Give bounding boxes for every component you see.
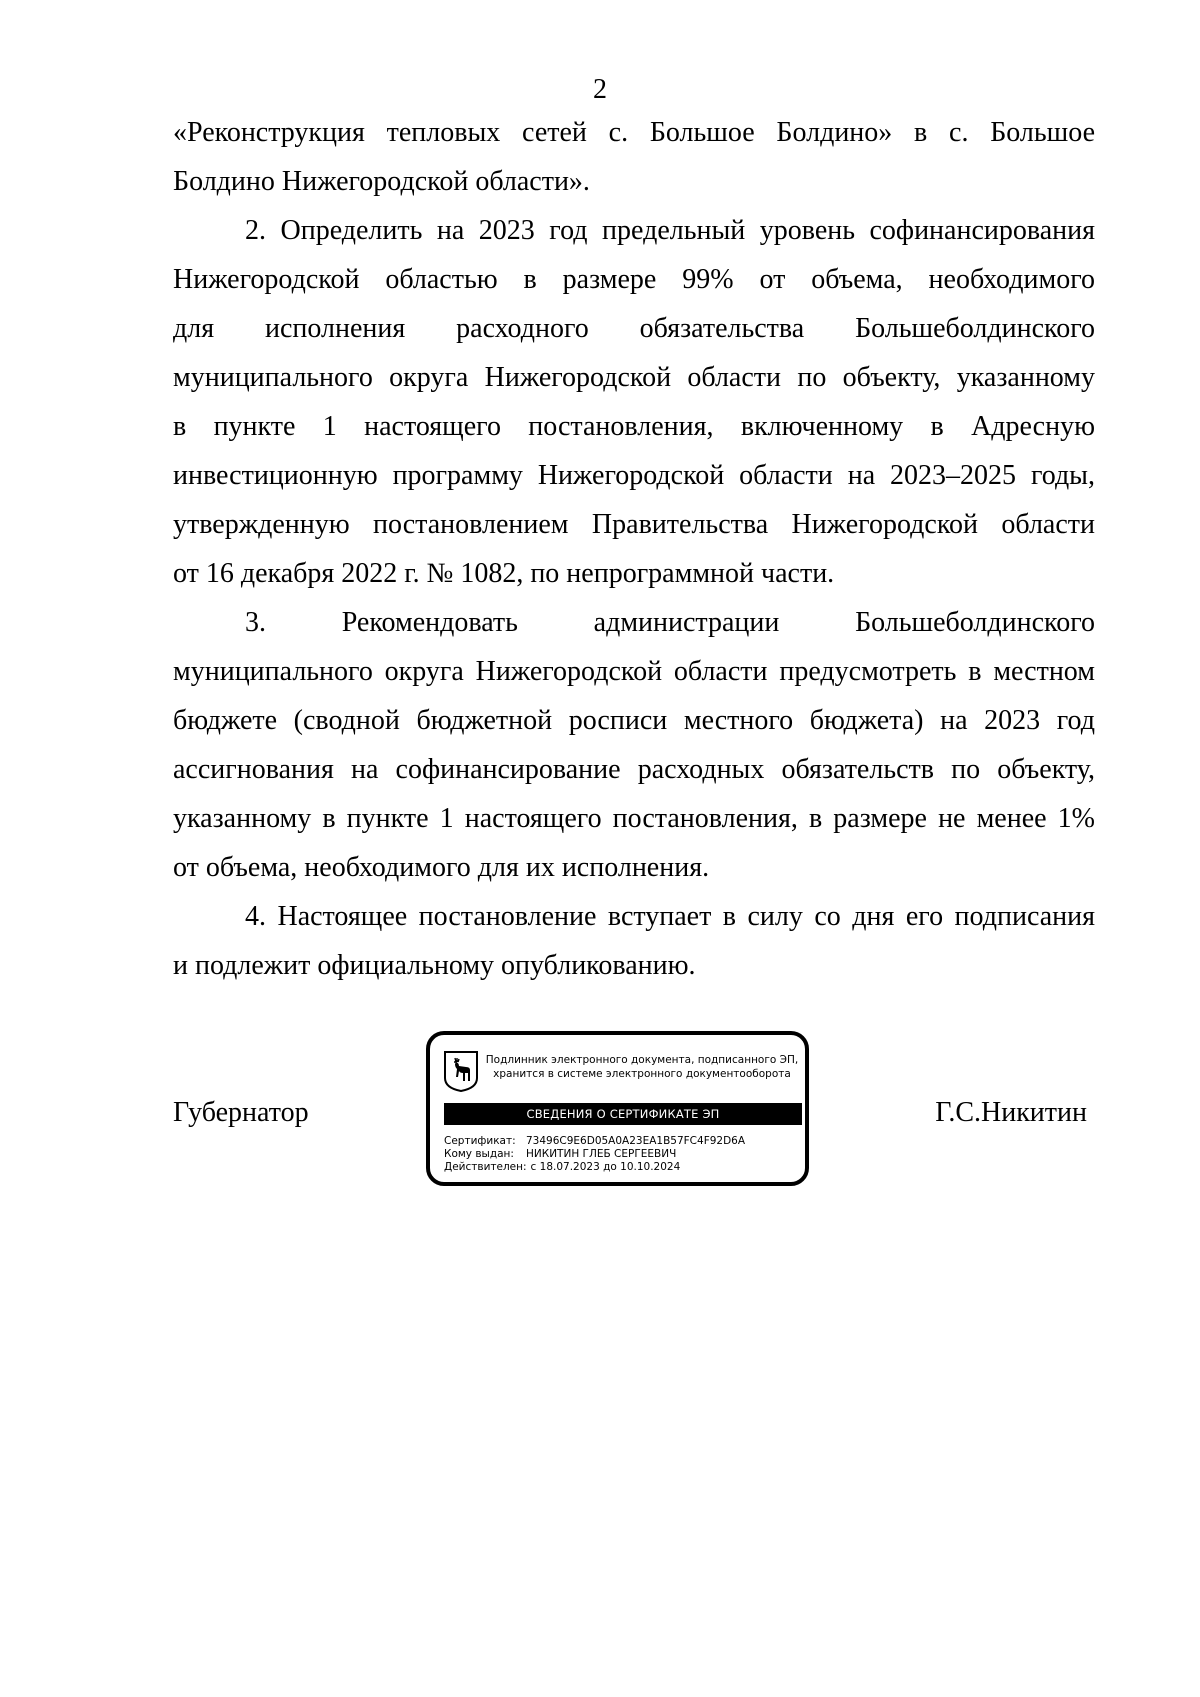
text-line: утвержденную постановлением Правительства Нижегородской области bbox=[173, 509, 1095, 540]
text-line: от объема, необходимого для их исполнения. bbox=[173, 852, 710, 883]
issued-to-row bbox=[444, 1148, 804, 1161]
text-line: 2. Определить на 2023 год предельный уровень софинансирования bbox=[245, 215, 1095, 246]
signer-name: Г.С.Никитин bbox=[935, 1097, 1087, 1128]
text-line: 3. Рекомендовать администрации Большеболдинского bbox=[245, 607, 1095, 638]
text-line: от 16 декабря 2022 г. № 1082, по непрограммной части. bbox=[173, 558, 835, 589]
text-line: муниципального округа Нижегородской области предусмотреть в местном bbox=[173, 656, 1095, 687]
issued-to-label: Кому выдан: bbox=[444, 1148, 514, 1160]
document-body bbox=[173, 108, 1095, 990]
stamp-header-line: хранится в системе электронного документооборота bbox=[493, 1068, 791, 1080]
text-line: бюджете (сводной бюджетной росписи местного бюджета) на 2023 год bbox=[173, 705, 1095, 736]
paragraph-4 bbox=[173, 892, 1095, 990]
text-line: муниципального округа Нижегородской области по объекту, указанному bbox=[173, 362, 1095, 393]
paragraph-1 bbox=[173, 108, 1095, 206]
stamp-certificate-info bbox=[444, 1135, 804, 1174]
text-line: инвестиционную программу Нижегородской области на 2023–2025 годы, bbox=[173, 460, 1095, 491]
text-line: для исполнения расходного обязательства Большеболдинского bbox=[173, 313, 1095, 344]
text-line: «Реконструкция тепловых сетей с. Большое Болдино» в с. Большое bbox=[173, 117, 1095, 148]
stamp-header-line: Подлинник электронного документа, подписанного ЭП, bbox=[485, 1054, 799, 1066]
certificate-value: 73496C9E6D05A0A23EA1B57FC4F92D6A bbox=[526, 1135, 746, 1147]
text-line: ассигнования на софинансирование расходных обязательств по объекту, bbox=[173, 754, 1095, 785]
electronic-signature-stamp bbox=[426, 1031, 809, 1186]
text-line: 4. Настоящее постановление вступает в силу со дня его подписания bbox=[245, 901, 1095, 932]
paragraph-3 bbox=[173, 598, 1095, 892]
text-line: в пункте 1 настоящего постановления, включенному в Адресную bbox=[173, 411, 1095, 442]
signer-title: Губернатор bbox=[173, 1097, 309, 1128]
validity-row bbox=[444, 1161, 804, 1174]
text-line: Нижегородской областью в размере 99% от объема, необходимого bbox=[173, 264, 1095, 295]
validity-label: Действителен: bbox=[444, 1161, 527, 1173]
stamp-certificate-bar: СВЕДЕНИЯ О СЕРТИФИКАТЕ ЭП bbox=[444, 1103, 802, 1125]
certificate-label: Сертификат: bbox=[444, 1135, 516, 1147]
text-line: и подлежит официальному опубликованию. bbox=[173, 950, 696, 981]
paragraph-2 bbox=[173, 206, 1095, 598]
issued-to-value: НИКИТИН ГЛЕБ СЕРГЕЕВИЧ bbox=[526, 1148, 677, 1160]
text-line: указанному в пункте 1 настоящего постановления, в размере не менее 1% bbox=[173, 803, 1095, 834]
validity-value: с 18.07.2023 до 10.10.2024 bbox=[530, 1161, 681, 1173]
deer-emblem-icon bbox=[443, 1050, 479, 1092]
certificate-row bbox=[444, 1135, 804, 1148]
stamp-header bbox=[482, 1053, 802, 1081]
text-line: Болдино Нижегородской области». bbox=[173, 166, 590, 197]
page-number: 2 bbox=[593, 74, 607, 105]
